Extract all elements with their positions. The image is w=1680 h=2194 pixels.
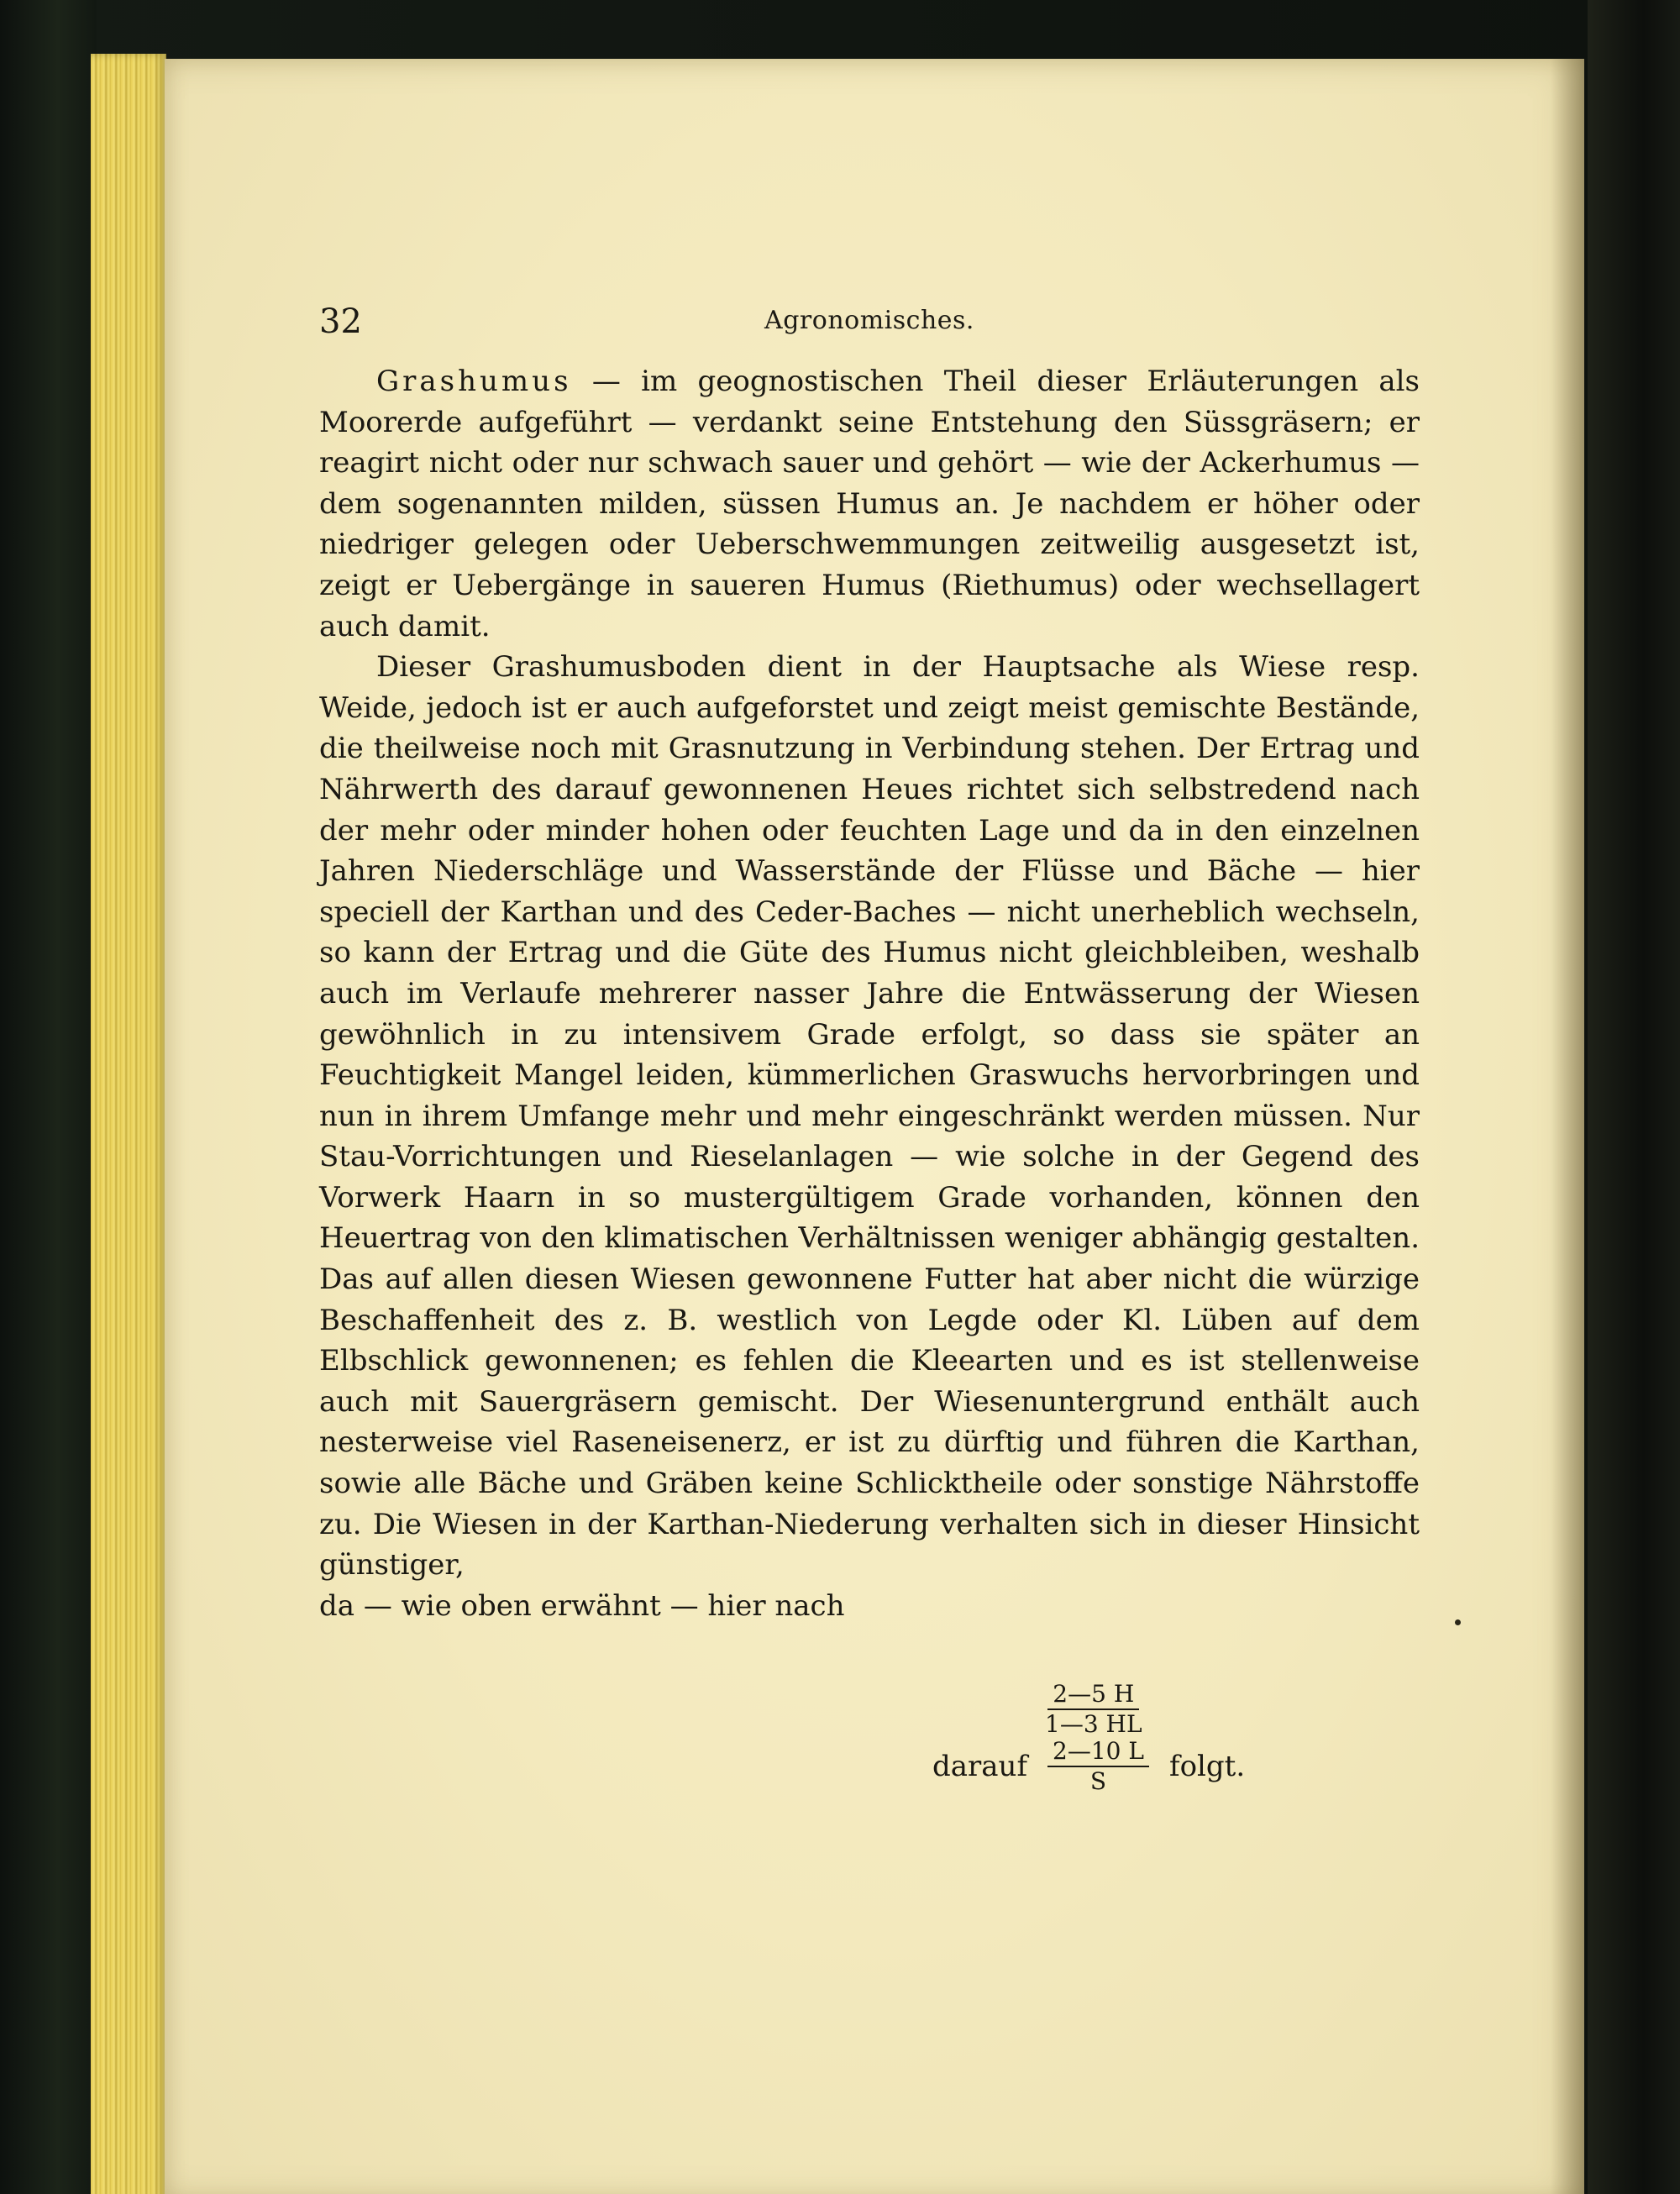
formula-lead-line xyxy=(319,1586,1420,1627)
gutter-shadow xyxy=(1551,59,1584,2194)
body-text xyxy=(319,361,1420,1626)
paragraph-grashumusboden xyxy=(319,647,1420,1586)
binding-board-left xyxy=(0,0,97,2194)
binding-board-right xyxy=(1588,0,1680,2194)
fraction-1-denominator: 1—3 HL xyxy=(1045,1710,1142,1738)
paragraph-grashumus xyxy=(319,361,1420,647)
running-head xyxy=(319,302,1420,353)
paragraph-text: Dieser Grashumusboden dient in der Hauptsache als Wiese resp. Weide, jedoch ist er auch aufgeforstet und zeigt meist gemischte Bestände, die theilweise noch mit Grasnutzung in Verbindung stehen. Der Ertrag und Nährwerth des darauf gewonnenen Heues richtet sich selbstredend nach der mehr oder minder hohen oder feuchten Lage und da in den einzelnen Jahren Niederschläge und Wasserstände der Flüsse und Bäche — hier speciell der Karthan und des Ceder-Baches — nicht unerheblich wechseln, so kann der Ertrag und die Güte des Humus nicht gleichbleiben, weshalb auch im Verlaufe mehrerer nasser Jahre die Entwässerung der Wiesen gewöhnlich in zu intensivem Grade erfolgt, so dass sie später an Feuchtigkeit Mangel leiden, kümmerlichen Graswuchs hervorbringen und nun in ihrem Umfange mehr und mehr eingeschränkt werden müssen. Nur Stau-Vorrichtungen und Rieselanlagen — wie solche in der Gegend des Vorwerk Haarn in so mustergültigem Grade vorhanden, können den Heuertrag von den klimatischen Verhältnissen weniger abhängig gestalten. Das auf allen diesen Wiesen gewonnene Futter hat aber nicht die würzige Beschaffenheit des z. B. westlich von Legde oder Kl. Lüben auf dem Elbschlick gewonnenen; es fehlen die Kleearten und es ist stellenweise auch mit Sauergräsern gemischt. Der Wiesenuntergrund enthält auch nesterweise viel Raseneisenerz, er ist zu dürftig und führen die Karthan, sowie alle Bäche und Gräben keine Schlicktheile oder sonstige Nährstoffe zu. Die Wiesen in der Karthan-Niederung verhalten sich in dieser Hinsicht günstiger, xyxy=(319,650,1420,1583)
page-edges xyxy=(91,54,166,2194)
formula-suffix: folgt. xyxy=(1168,1750,1246,1783)
fraction-2-numerator: 2—10 L xyxy=(1047,1737,1149,1767)
formula-lead-text: da — wie oben erwähnt — hier nach xyxy=(319,1588,845,1623)
formula-first-fraction xyxy=(1040,1680,1147,1739)
formula-second-line xyxy=(932,1737,1245,1796)
fraction-2-denominator: S xyxy=(1089,1767,1107,1795)
fraction-1 xyxy=(1040,1680,1147,1739)
lead-term: Grashumus xyxy=(376,365,572,398)
fraction-1-numerator: 2—5 H xyxy=(1047,1680,1139,1710)
ink-speck xyxy=(1455,1619,1461,1625)
formula-prefix: darauf xyxy=(932,1750,1028,1783)
fraction-2 xyxy=(1047,1737,1149,1796)
running-title: Agronomisches. xyxy=(764,306,974,335)
paragraph-text: — im geognostischen Theil dieser Erläuterungen als Moorerde aufgeführt — verdankt seine Entstehung den Süssgräsern; er reagirt nicht oder nur schwach sauer und gehört — wie der Ackerhumus — dem sogenannten milden, süssen Humus an. Je nachdem er höher oder niedriger gelegen oder Ueberschwemmungen zeitweilig ausgesetzt ist, zeigt er Uebergänge in saueren Humus (Riethumus) oder wechsellagert auch damit. xyxy=(319,365,1420,643)
page-number: 32 xyxy=(319,302,362,341)
